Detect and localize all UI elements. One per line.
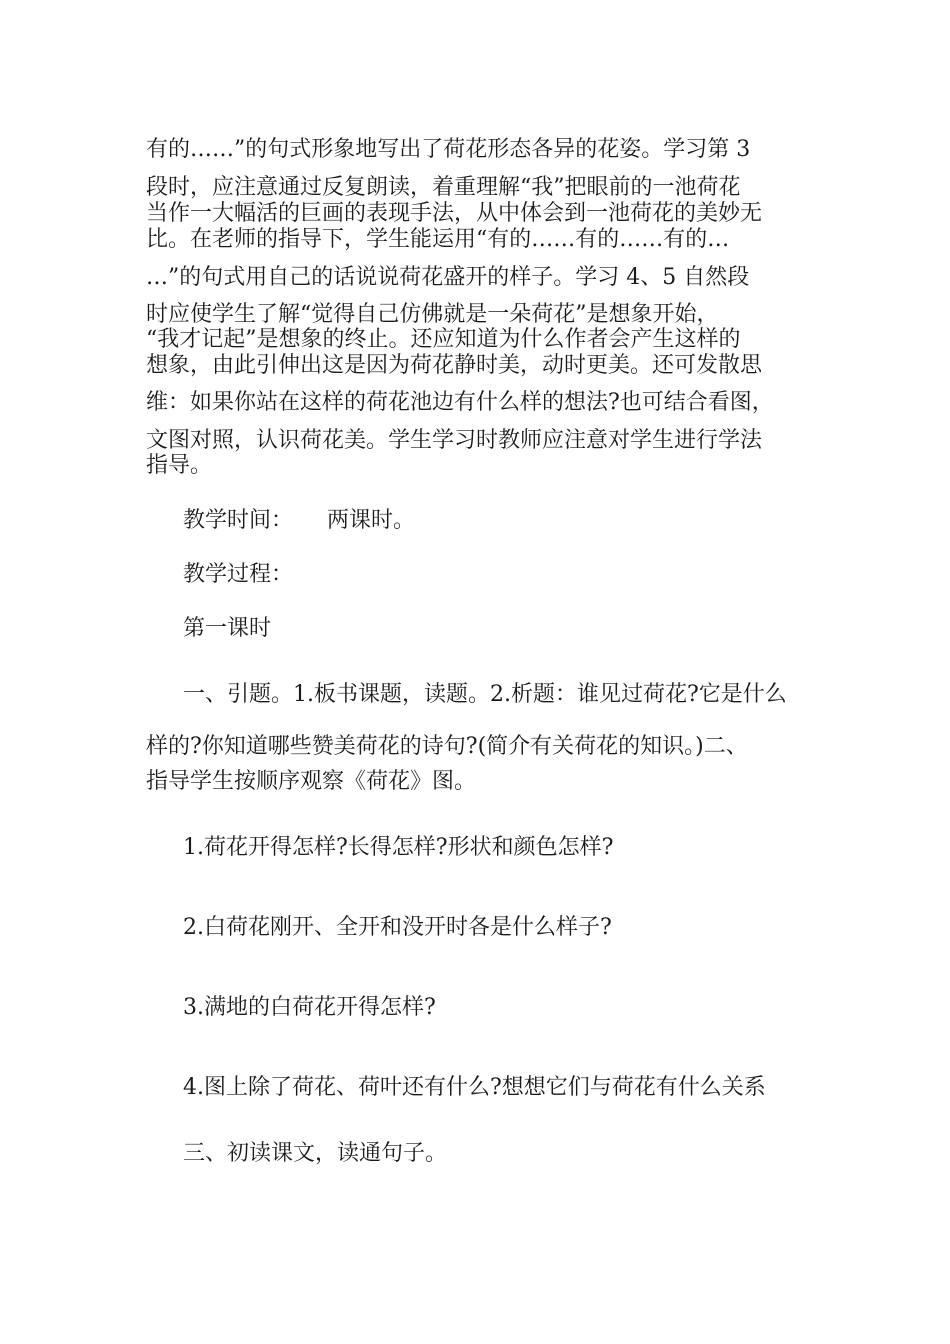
section-one-line: 指导学生按顺序观察《荷花》图。: [146, 769, 477, 794]
question-item: 3.满地的白荷花开得怎样?: [183, 995, 436, 1020]
teaching-time-value: 两课时。: [327, 508, 416, 533]
paragraph-line: 有的……”的句式形象地写出了荷花形态各异的花姿。学习第 3: [146, 137, 751, 162]
teaching-process-heading: 教学过程：: [183, 562, 294, 587]
paragraph-line: 指导。: [146, 453, 213, 478]
question-item: 1.荷花开得怎样?长得怎样?形状和颜色怎样?: [183, 835, 614, 860]
paragraph-line: 想象，由此引伸出这是因为荷花静时美，动时更美。还可发散思: [146, 353, 763, 378]
teaching-time: [183, 508, 415, 534]
paragraph-line: 时应使学生了解“觉得自己仿佛就是一朵荷花”是想象开始，: [146, 302, 719, 327]
question-item: 2.白荷花刚开、全开和没开时各是什么样子?: [183, 915, 612, 940]
section-three-heading: 三、初读课文，读通句子。: [183, 1141, 448, 1166]
teaching-time-label: 教学时间：: [183, 508, 294, 533]
paragraph-line: 比。在老师的指导下，学生能运用“有的……有的……有的…: [146, 227, 730, 252]
lesson-one-heading: 第一课时: [183, 616, 272, 641]
section-one-line: 一、引题。1.板书课题，读题。2.析题：谁见过荷花?它是什么: [183, 682, 787, 707]
section-one-line: 样的?你知道哪些赞美荷花的诗句?(简介有关荷花的知识。)二、: [146, 734, 748, 759]
paragraph-line: 段时，应注意通过反复朗读，着重理解“我”把眼前的一池荷花: [146, 175, 741, 200]
paragraph-line: 维：如果你站在这样的荷花池边有什么样的想法?也可结合看图，: [146, 390, 774, 415]
paragraph-line: 文图对照，认识荷花美。学生学习时教师应注意对学生进行学法: [146, 428, 763, 453]
paragraph-line: 当作一大幅活的巨画的表现手法，从中体会到一池荷花的美妙无: [146, 201, 763, 226]
paragraph-line: “我才记起”是想象的终止。还应知道为什么作者会产生这样的: [146, 327, 741, 352]
paragraph-line: …”的句式用自己的话说说荷花盛开的样子。学习 4、5 自然段: [146, 265, 750, 290]
question-item: 4.图上除了荷花、荷叶还有什么?想想它们与荷花有什么关系: [183, 1075, 766, 1100]
